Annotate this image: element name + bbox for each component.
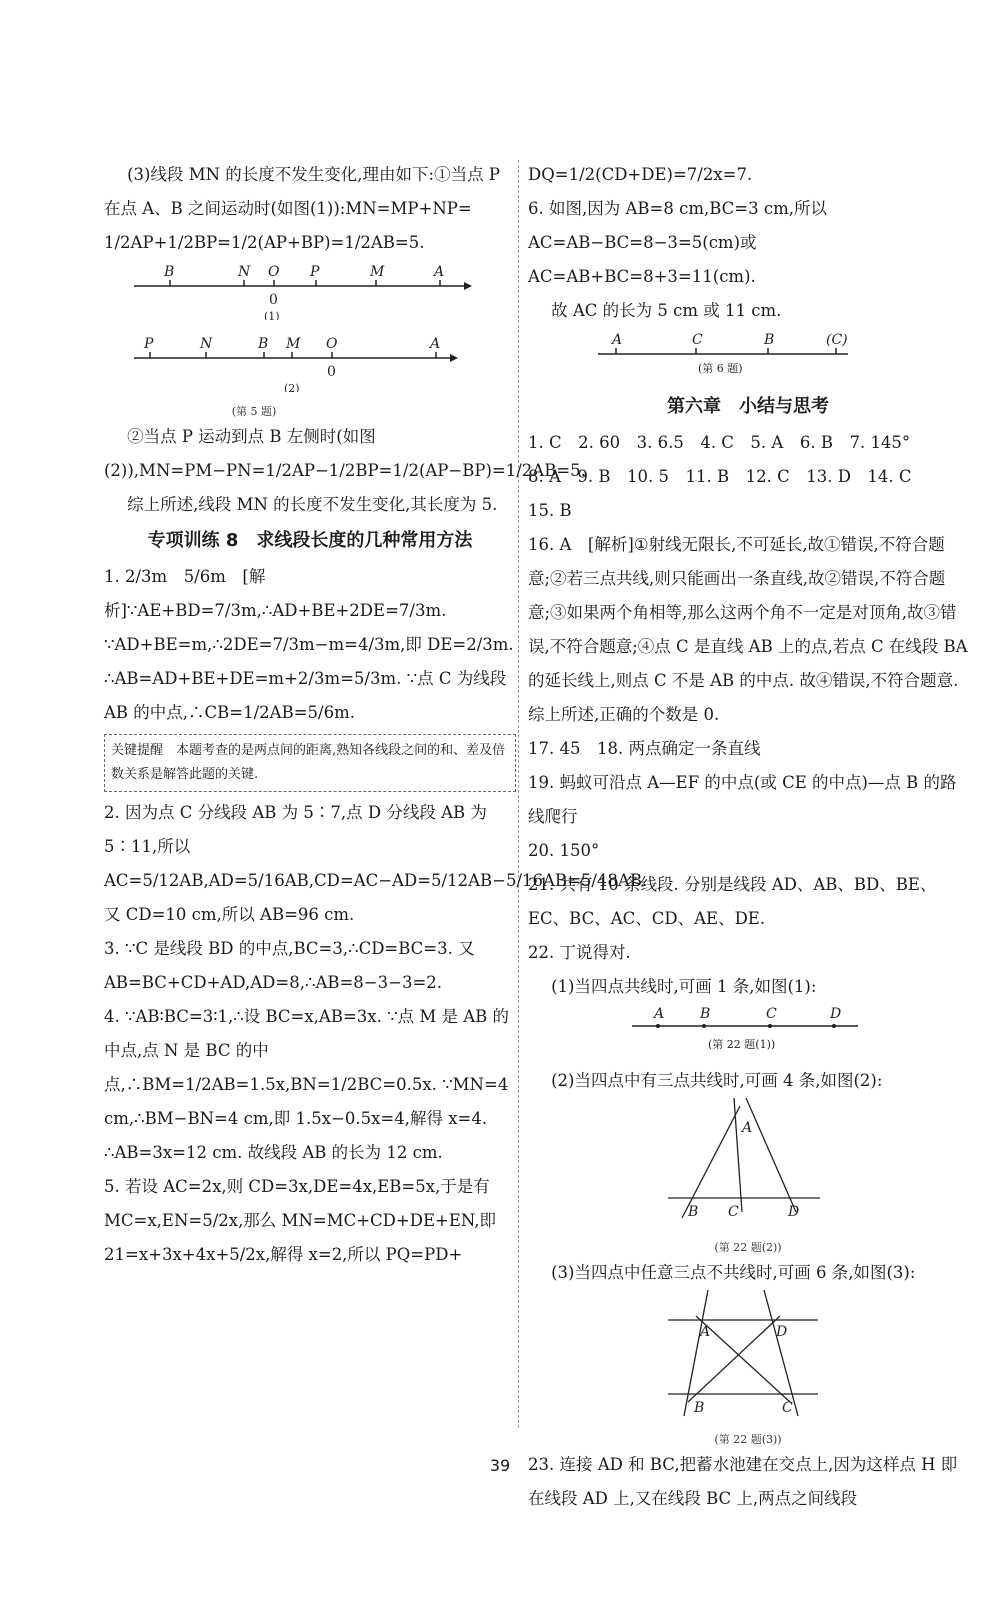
fig6-label-c: C	[692, 332, 703, 348]
figure-5-1	[104, 260, 516, 320]
fig1-label-o: O	[268, 264, 280, 280]
answer-6-conclusion: 故 AC 的长为 5 cm 或 11 cm.	[551, 301, 782, 320]
column-divider	[518, 160, 519, 1428]
fig22-3-label-a: A	[700, 1324, 711, 1340]
answer-21: 21. 共有 10 条线段. 分别是线段 AD、AB、BD、BE、EC、BC、AC、CD、AE、DE.	[528, 875, 937, 928]
figure-22-3	[528, 1290, 968, 1420]
fig22-2-label-a: A	[742, 1120, 753, 1136]
answer-20: 20. 150°	[528, 841, 600, 860]
fig22-2-label-d: D	[788, 1204, 800, 1220]
figure-5-2	[104, 332, 516, 392]
answer-22-case3: (3)当四点中任意三点不共线时,可画 6 条,如图(3):	[551, 1263, 916, 1282]
answer-17-18: 17. 45 18. 两点确定一条直线	[528, 739, 761, 758]
fig22-3-label-b: B	[694, 1400, 705, 1416]
answer-19: 19. 蚂蚁可沿点 A—EF 的中点(或 CE 的中点)—点 B 的路线爬行	[528, 773, 957, 826]
fig1-label-a: A	[434, 264, 445, 280]
answer-16: 16. A [解析]①射线无限长,不可延长,故①错误,不符合题意;②若三点共线,则只能画出一条直线,故②错误,不符合题意;③如果两个角相等,那么这两个角不一定是对顶角,故③错误,不符合题意;④点 C 是直线 AB 上的点,若点 C 在线段 BA 的延长线上,则点 C 不是 AB 的中点. 故④错误,不符合题意. 综上所述,正确的个数是 0.	[528, 535, 968, 724]
fig22-3-label-d: D	[776, 1324, 788, 1340]
fig2-label-o: O	[326, 336, 338, 352]
fig22-2-label-b: B	[688, 1204, 699, 1220]
fig1-zero: 0	[269, 292, 278, 308]
answer-1: 1. 2/3m 5/6m [解析]∵AE+BD=7/3m,∴AD+BE+2DE=7/3m. ∵AD+BE=m,∴2DE=7/3m−m=4/3m,即 DE=2/3m. ∴AB=AD+BE+DE=m+2/3m=5/3m. ∵点 C 为线段 AB 的中点,∴CB=1/2AB=5/6m.	[104, 567, 514, 722]
fig1-label-b: B	[164, 264, 175, 280]
fig22-3-label-c: C	[782, 1400, 793, 1416]
fig22-3-caption: (第 22 题(3))	[714, 1433, 782, 1446]
key-tip-box	[104, 734, 516, 792]
answer-22: 22. 丁说得对.	[528, 943, 631, 962]
answers-row-1: 1. C 2. 60 3. 6.5 4. C 5. A 6. B 7. 145°	[528, 433, 911, 452]
figure-5-caption: (第 5 题)	[231, 405, 277, 418]
fig2-label-a: A	[430, 336, 441, 352]
answer-23: 23. 连接 AD 和 BC,把蓄水池建在交点上,因为这样点 H 即在线段 AD 上,又在线段 BC 上,两点之间线段	[528, 1455, 958, 1508]
fig6-caption: (第 6 题)	[698, 362, 743, 375]
figure-22-1	[528, 1004, 968, 1052]
fig22-1-caption: (第 22 题(1))	[708, 1038, 776, 1051]
fig2-zero: 0	[327, 364, 336, 380]
fig22-1-label-d: D	[830, 1006, 842, 1022]
fig2-label-n: N	[200, 336, 213, 352]
answer-2: 2. 因为点 C 分线段 AB 为 5∶7,点 D 分线段 AB 为 5∶11,所以 AC=5/12AB,AD=5/16AB,CD=AC−AD=5/12AB−5/16AB=5/48AB. 又 CD=10 cm,所以 AB=96 cm.	[104, 803, 648, 924]
q5-part3-case2: ②当点 P 运动到点 B 左侧时(如图(2)),MN=PM−PN=1/2AP−1/2BP=1/2(AP−BP)=1/2AB=5.	[104, 427, 586, 480]
fig2-caption: (2)	[284, 382, 300, 392]
answer-6: 6. 如图,因为 AB=8 cm,BC=3 cm,所以 AC=AB−BC=8−3=5(cm)或 AC=AB+BC=8+3=11(cm).	[528, 199, 827, 286]
key-tip-text: 关键提醒 本题考查的是两点间的距离,熟知各线段之间的和、差及倍数关系是解答此题的关键.	[111, 743, 506, 782]
answer-22-case2: (2)当四点中有三点共线时,可画 4 条,如图(2):	[551, 1071, 883, 1090]
answers-row-2: 8. A 9. B 10. 5 11. B 12. C 13. D 14. C	[528, 467, 912, 486]
fig6-label-a: A	[612, 332, 623, 348]
answer-5-continued: DQ=1/2(CD+DE)=7/2x=7.	[528, 165, 753, 184]
q5-part3-intro: (3)线段 MN 的长度不发生变化,理由如下:①当点 P 在点 A、B 之间运动时(如图(1)):MN=MP+NP=	[104, 165, 500, 218]
chapter-title: 第六章 小结与思考	[667, 396, 829, 417]
q5-part3-conclusion: 综上所述,线段 MN 的长度不发生变化,其长度为 5.	[127, 495, 498, 514]
answers-row-3: 15. B	[528, 501, 572, 520]
answer-4: 4. ∵AB∶BC=3∶1,∴设 BC=x,AB=3x. ∵点 M 是 AB 的中点,点 N 是 BC 的中点,∴BM=1/2AB=1.5x,BN=1/2BC=0.5x. ∵MN=4 cm,∴BM−BN=4 cm,即 1.5x−0.5x=4,解得 x=4. ∴AB=3x=12 cm. 故线段 AB 的长为 12 cm.	[104, 1007, 509, 1162]
fig1-label-m: M	[370, 264, 385, 280]
answer-3: 3. ∵C 是线段 BD 的中点,BC=3,∴CD=BC=3. 又 AB=BC+CD+AD,AD=8,∴AB=8−3−3=2.	[104, 939, 475, 992]
fig1-caption: (1)	[264, 310, 280, 320]
section-title: 专项训练 8 求线段长度的几种常用方法	[147, 530, 473, 551]
fig22-1-label-c: C	[766, 1006, 777, 1022]
answer-5: 5. 若设 AC=2x,则 CD=3x,DE=4x,EB=5x,于是有 MC=x,EN=5/2x,那么 MN=MC+CD+DE+EN,即 21=x+3x+4x+5/2x,解得 x=2,所以 PQ=PD+	[104, 1177, 497, 1264]
page-number: 39	[489, 1456, 511, 1475]
fig2-label-b: B	[258, 336, 269, 352]
fig2-label-p: P	[144, 336, 154, 352]
q5-part3-eq: 1/2AP+1/2BP=1/2(AP+BP)=1/2AB=5.	[104, 233, 425, 252]
answer-22-case1: (1)当四点共线时,可画 1 条,如图(1):	[551, 977, 817, 996]
figure-22-2	[528, 1098, 968, 1228]
fig22-1-label-a: A	[654, 1006, 665, 1022]
fig22-1-label-b: B	[700, 1006, 711, 1022]
figure-6	[528, 328, 968, 376]
fig1-label-n: N	[238, 264, 251, 280]
fig1-label-p: P	[310, 264, 320, 280]
right-column	[528, 158, 968, 1516]
fig6-label-c2: (C)	[826, 332, 848, 348]
fig2-label-m: M	[286, 336, 301, 352]
fig22-2-label-c: C	[728, 1204, 739, 1220]
fig22-2-caption: (第 22 题(2))	[714, 1241, 782, 1254]
fig6-label-b: B	[764, 332, 775, 348]
